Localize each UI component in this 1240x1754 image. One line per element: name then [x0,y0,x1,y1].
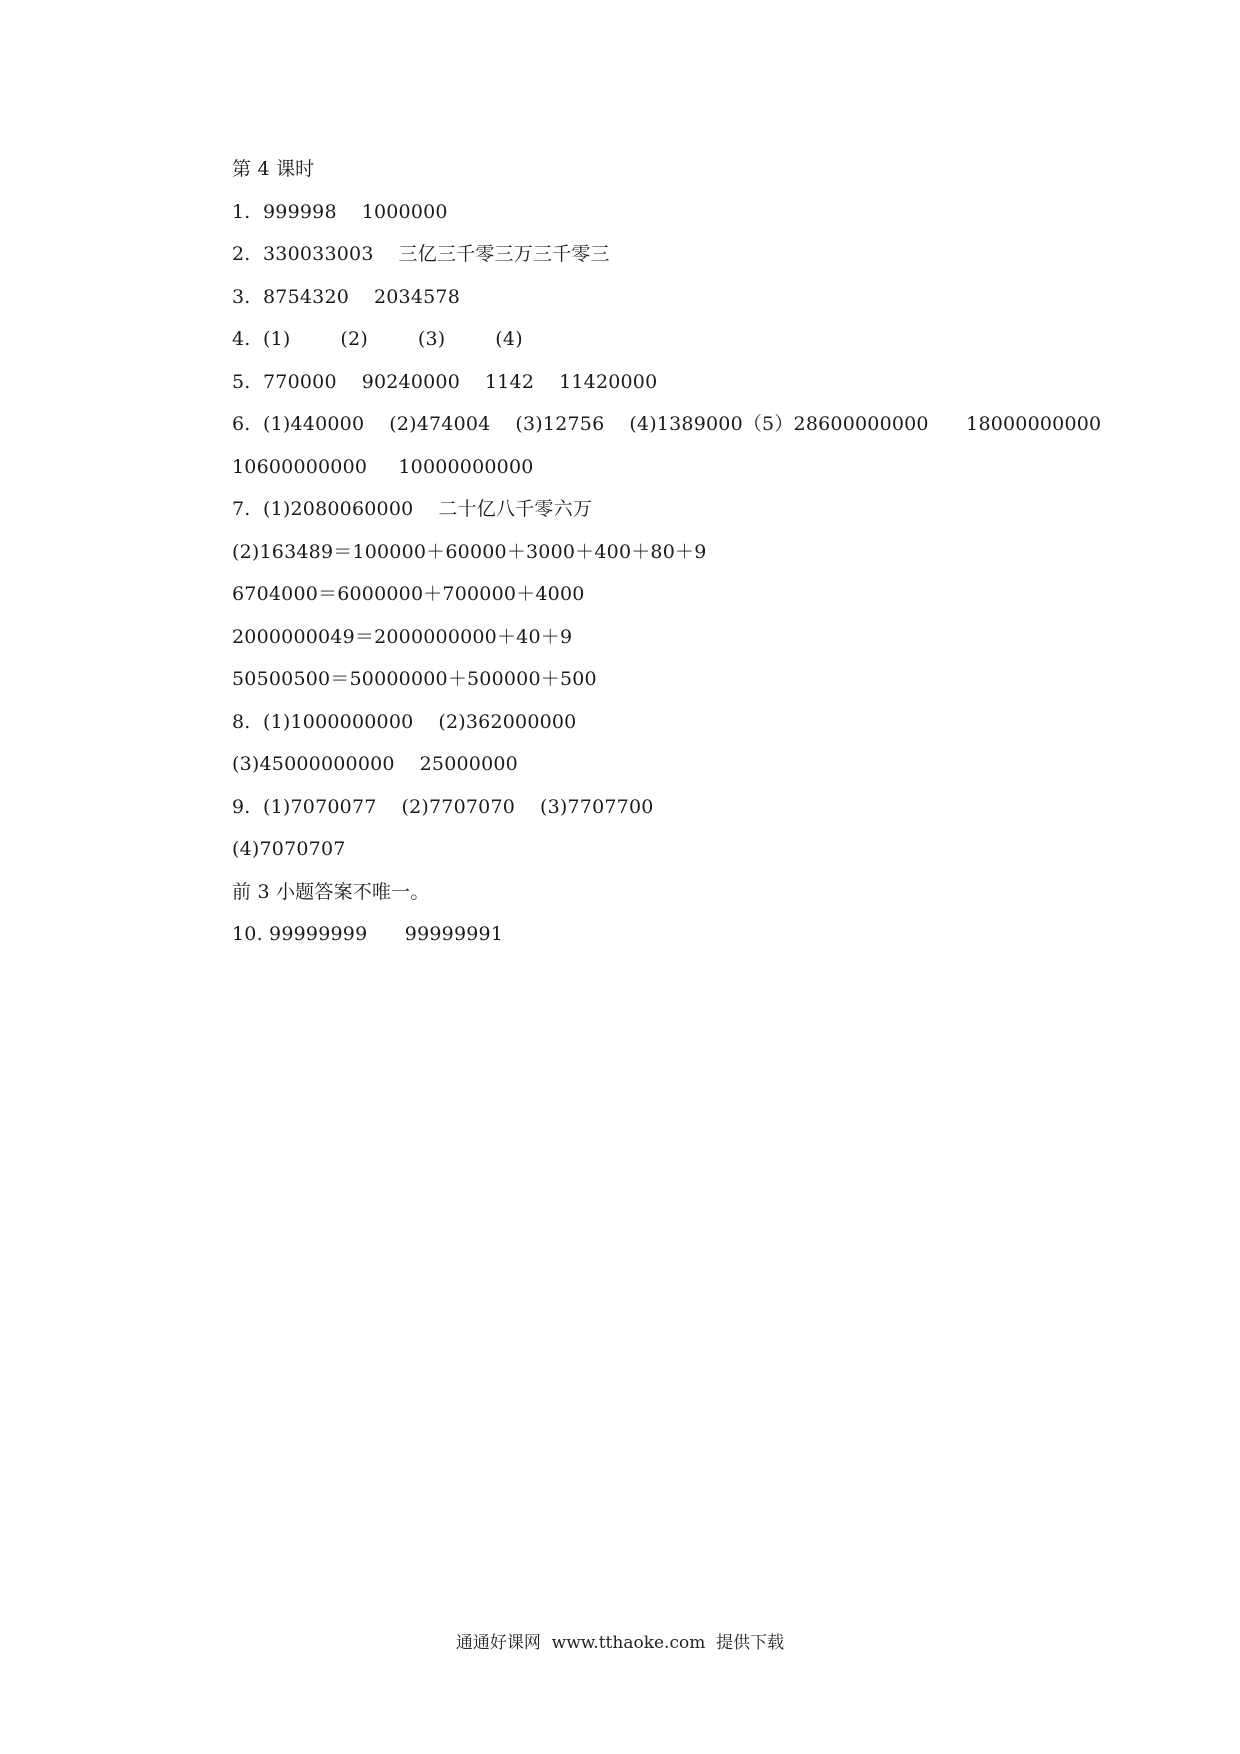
answer-line-7-part-2d: 50500500＝50000000＋500000＋500 [232,668,597,690]
answer-note: 前 3 小题答案不唯一。 [232,880,430,903]
answer-line-7: 7. (1)2080060000 二十亿八千零六万 [232,498,592,520]
answer-content [232,148,1112,956]
answer-line-2: 2. 330033003 三亿三千零三万三千零三 [232,243,610,265]
answer-line-9: 9. (1)7070077 (2)7707070 (3)7707700 [232,795,654,818]
answer-line-5: 5. 770000 90240000 1142 11420000 [232,370,658,393]
page-footer: 通通好课网 www.tthaoke.com 提供下载 [455,1633,785,1653]
answer-line-9-part-4: (4)7070707 [232,838,346,860]
answer-line-8-part-3: (3)45000000000 25000000 [232,753,518,775]
answer-line-10: 10. 99999999 99999991 [232,923,504,945]
answer-line-7-part-2b: 6704000＝6000000＋700000＋4000 [232,583,585,605]
answer-line-4: 4. (1) (2) (3) (4) [232,328,523,350]
answer-line-3: 3. 8754320 2034578 [232,285,461,308]
answer-line-7-part-2: (2)163489＝100000＋60000＋3000＋400＋80＋9 [232,540,707,563]
lesson-title: 第 4 课时 [232,158,315,180]
answer-line-6-continued: 10600000000 10000000000 [232,455,534,478]
answer-line-1: 1. 999998 1000000 [232,200,448,223]
answer-line-6: 6. (1)440000 (2)474004 (3)12756 (4)1389000（5）28600000000 18000000000 [232,413,1102,435]
answer-line-8: 8. (1)1000000000 (2)362000000 [232,710,577,733]
answer-line-7-part-2c: 2000000049＝2000000000＋40＋9 [232,625,573,648]
